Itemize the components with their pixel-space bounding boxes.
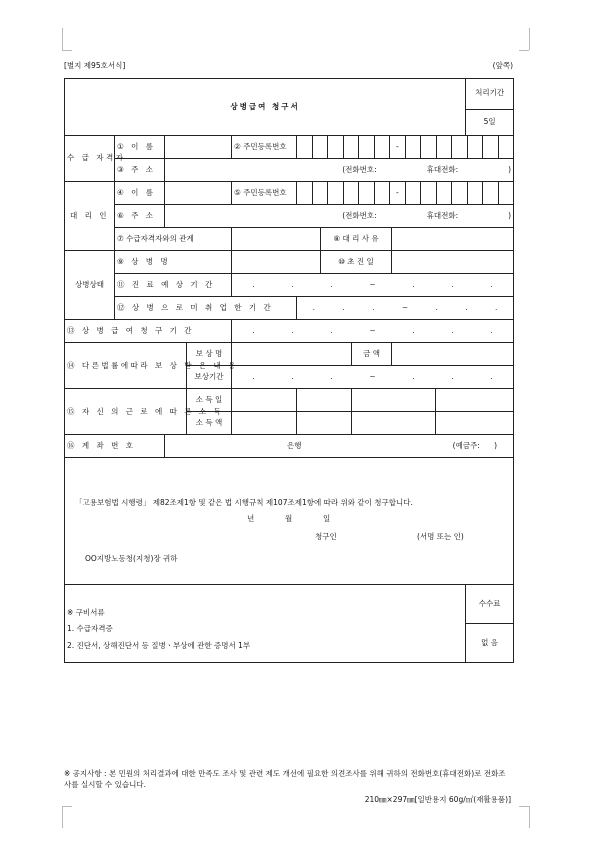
own-income-label: ⑮ 자 신 의 근 로 에 따 른 소 득 xyxy=(65,389,187,435)
rrn-dash: - xyxy=(390,182,406,204)
disease-name-label: ⑨ 상 병 명 xyxy=(115,251,232,274)
claimant-name-label: ① 이 름 xyxy=(115,136,165,159)
claimant-address-field[interactable] xyxy=(165,159,514,182)
other-comp-label: ⑭ 다른법률에따라 보 상 받 은 내 용 xyxy=(65,343,187,389)
sign-or-seal-label: (서명 또는 인) xyxy=(417,531,464,541)
income-days-field-3[interactable] xyxy=(352,389,436,412)
statement-text: 「고용보험법 시행령」 제82조제1항 및 같은 법 시행규칙 제107조제1항에 따라 위와 같이 청구합니다. xyxy=(75,497,413,507)
treatment-period-field[interactable]: . . . ~ . . . xyxy=(232,274,514,297)
amount-label: 금 액 xyxy=(352,343,392,366)
processing-period-value: 5일 xyxy=(466,109,514,135)
agent-phone-label: (전화번호: xyxy=(342,210,377,220)
statement-block xyxy=(65,458,514,585)
notice-text: ※ 공지사항 : 본 민원의 처리결과에 대한 만족도 조사 및 관련 제도 개선에 필요한 의견조사를 위해 귀하의 전화번호(휴대전화)로 전화조사를 실시할 수 있습니다. xyxy=(64,769,506,790)
holder-close-paren: ) xyxy=(494,440,498,450)
crop-mark xyxy=(519,806,529,807)
income-days-field-2[interactable] xyxy=(297,389,352,412)
form-title: 상병급여 청구서 xyxy=(65,79,466,136)
fee-label: 수수료 xyxy=(466,585,513,624)
date-day-label: 일 xyxy=(323,513,331,523)
agent-rrn-boxes xyxy=(297,182,513,204)
document-item-1: 1. 수급자격증 xyxy=(67,624,113,634)
crop-mark xyxy=(62,806,72,807)
paper-spec: 210㎜×297㎜[일반용지 60g/㎡(재활용품)] xyxy=(364,795,511,804)
income-amount-field-3[interactable] xyxy=(352,412,436,435)
crop-mark xyxy=(62,28,63,50)
agent-mobile-label: 휴대전화: xyxy=(426,210,459,220)
comp-period-label: 보상기간 xyxy=(187,366,232,389)
date-month-label: 월 xyxy=(285,513,293,523)
crop-mark xyxy=(519,50,529,51)
claimant-rrn-boxes xyxy=(297,136,513,158)
crop-mark xyxy=(529,806,530,828)
comp-period-field[interactable]: . . . ~ . . . xyxy=(232,366,514,389)
crop-mark xyxy=(529,28,530,50)
claimant-phone-label: (전화번호: xyxy=(342,164,377,174)
processing-period-label: 처리기간 xyxy=(466,79,514,110)
agent-rrn-field[interactable] xyxy=(297,182,514,205)
treatment-period-label: ⑪ 진 료 예 상 기 간 xyxy=(115,274,232,297)
rrn-dash: - xyxy=(390,136,406,158)
unable-work-period-label: ⑫ 상 병 으 로 미 취 업 한 기 간 xyxy=(115,297,297,320)
documents-heading: ※ 구비서류 xyxy=(67,607,105,617)
claimant-mobile-label: 휴대전화: xyxy=(426,164,459,174)
claimant-sign-label: 청구인 xyxy=(315,531,337,541)
bank-label: 은행 xyxy=(287,440,302,450)
income-amount-field-4[interactable] xyxy=(436,412,514,435)
agent-name-field[interactable] xyxy=(165,182,232,205)
agent-rrn-label: ⑤ 주민등록번호 xyxy=(232,182,297,205)
agent-address-label: ⑥ 주 소 xyxy=(115,205,165,228)
claimant-rrn-field[interactable] xyxy=(297,136,514,159)
agent-relation-field[interactable] xyxy=(232,228,321,251)
account-label: ⑯ 계 좌 번 호 xyxy=(65,435,165,458)
holder-label: (예금주: xyxy=(452,440,480,450)
fee-value: 없 음 xyxy=(481,638,499,647)
agent-reason-label: ⑧ 대 리 사 유 xyxy=(321,228,392,251)
page-side-note: (앞쪽) xyxy=(492,61,513,70)
first-visit-label: ⑩ 초 진 일 xyxy=(321,251,392,274)
agent-relation-label: ⑦ 수급자격자와의 관계 xyxy=(115,228,232,251)
form-number: [별지 제95호서식] xyxy=(64,61,126,70)
agent-name-label: ④ 이 름 xyxy=(115,182,165,205)
claim-period-field[interactable]: . . . ~ . . . xyxy=(232,320,514,343)
income-amount-label: 소 득 액 xyxy=(187,412,232,435)
first-visit-field[interactable] xyxy=(392,251,514,274)
disease-name-field[interactable] xyxy=(232,251,321,274)
claimant-close-paren: ) xyxy=(508,164,512,174)
income-amount-field-2[interactable] xyxy=(297,412,352,435)
income-amount-field-1[interactable] xyxy=(232,412,297,435)
amount-field[interactable] xyxy=(392,343,514,366)
agent-reason-field[interactable] xyxy=(392,228,514,251)
required-documents xyxy=(65,585,466,663)
claimant-section-label: 수 급 자격자 xyxy=(65,136,115,182)
account-field[interactable] xyxy=(165,435,514,458)
claimant-rrn-label: ② 주민등록번호 xyxy=(232,136,297,159)
fee-cell xyxy=(466,585,514,663)
agent-close-paren: ) xyxy=(508,210,512,220)
income-days-label: 소 득 일 xyxy=(187,389,232,412)
agent-address-field[interactable] xyxy=(165,205,514,228)
claim-form-table xyxy=(64,78,514,663)
recipient-label: OO지방노동청(지청)장 귀하 xyxy=(85,553,178,563)
crop-mark xyxy=(62,806,63,828)
claimant-address-label: ③ 주 소 xyxy=(115,159,165,182)
other-disease-label: 보 상 명 xyxy=(187,343,232,366)
agent-section-label: 대 리 인 xyxy=(65,182,115,251)
other-disease-field[interactable] xyxy=(232,343,352,366)
crop-mark xyxy=(62,50,72,51)
unable-work-period-field[interactable]: . . . ~ . . . xyxy=(297,297,514,320)
income-days-field-1[interactable] xyxy=(232,389,297,412)
claimant-name-field[interactable] xyxy=(165,136,232,159)
illness-section-label: 상병상태 xyxy=(65,251,115,320)
income-days-field-4[interactable] xyxy=(436,389,514,412)
document-item-2: 2. 진단서, 상해진단서 등 질병ㆍ부상에 관한 증명서 1부 xyxy=(67,640,251,650)
date-year-label: 년 xyxy=(247,513,255,523)
claim-period-label: ⑬ 상 병 급 여 청 구 기 간 xyxy=(65,320,232,343)
